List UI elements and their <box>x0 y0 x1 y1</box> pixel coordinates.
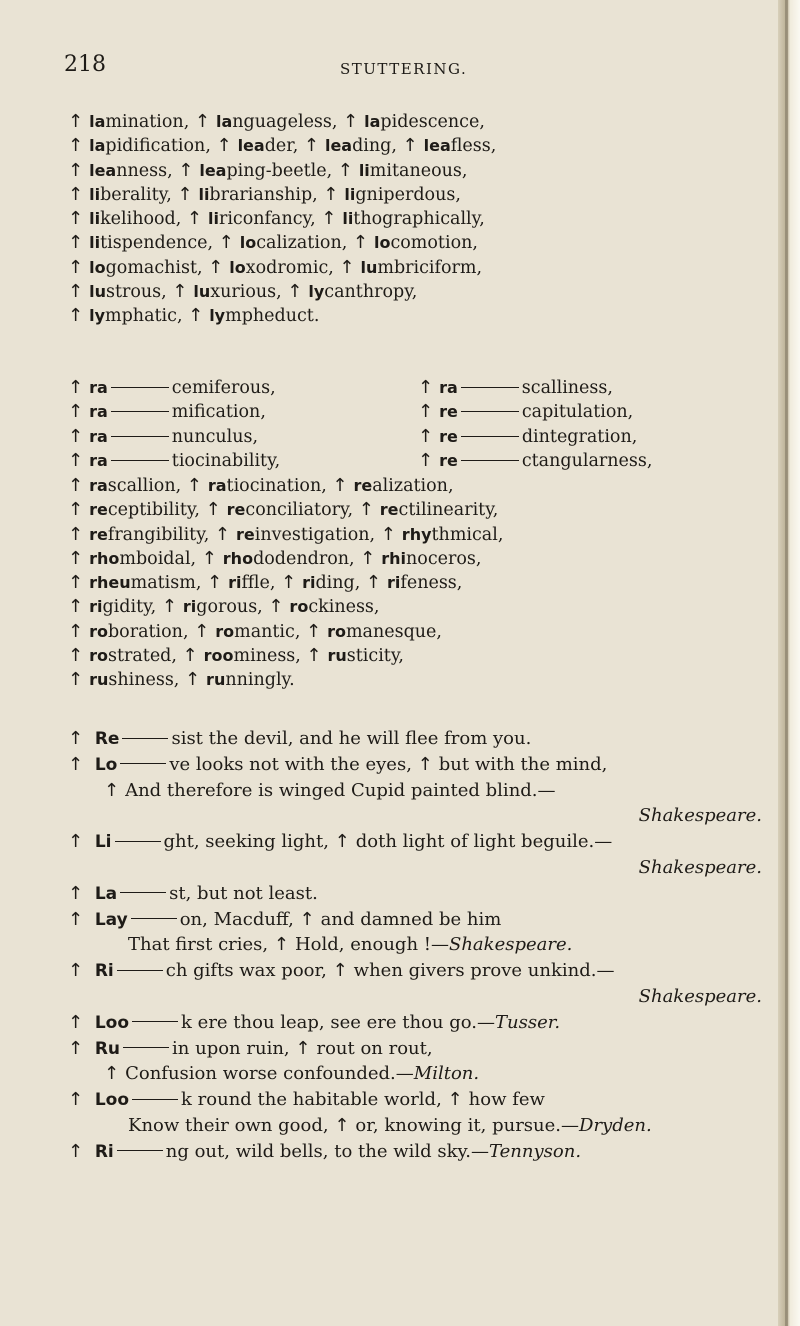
word-pair-entry: ↑ re capitulation, <box>418 401 634 423</box>
quote-text: sist the devil, and he will flee from you. <box>171 728 532 749</box>
word-list-r <box>68 474 768 693</box>
arrow-up-icon: ↑ <box>214 523 231 545</box>
word-entry: riding, <box>302 573 361 594</box>
quote-line <box>68 958 768 984</box>
word-line <box>68 183 768 207</box>
arrow-up-icon: ↑ <box>273 934 289 956</box>
arrow-up-icon: ↑ <box>295 1037 311 1059</box>
word-entry: reinvestigation, <box>236 524 376 545</box>
word-entry: rhinoceros, <box>381 548 482 569</box>
word-pair-line <box>68 400 768 424</box>
word-line <box>68 523 768 547</box>
word-line <box>68 474 768 498</box>
arrow-up-icon: ↑ <box>68 281 84 303</box>
word-pair-entry: ↑ re ctangularness, <box>418 449 653 471</box>
arrow-up-icon: ↑ <box>68 960 84 982</box>
arrow-up-icon: ↑ <box>68 620 84 642</box>
arrow-up-icon: ↑ <box>68 1011 84 1033</box>
quote-text: and damned be him <box>320 908 502 930</box>
quote-attribution: Tennyson. <box>489 1140 582 1162</box>
word-entry: leader, <box>237 136 299 157</box>
word-entry: rusticity, <box>327 646 404 667</box>
arrow-up-icon: ↑ <box>68 305 84 327</box>
arrow-up-icon: ↑ <box>380 523 396 545</box>
quote-head: Ri <box>94 1141 114 1162</box>
arrow-up-icon: ↑ <box>68 547 84 569</box>
arrow-up-icon: ↑ <box>321 208 337 230</box>
word-entry: leading, <box>324 136 397 157</box>
word-entry: lapidification, <box>89 136 211 157</box>
arrow-up-icon: ↑ <box>104 779 120 801</box>
arrow-up-icon: ↑ <box>68 728 84 749</box>
arrow-up-icon: ↑ <box>172 281 188 303</box>
word-entry: roominess, <box>203 646 301 667</box>
arrow-up-icon: ↑ <box>194 111 210 132</box>
word-entry: liriconfancy, <box>208 209 316 230</box>
arrow-up-icon: ↑ <box>68 596 84 618</box>
arrow-up-icon: ↑ <box>194 620 210 642</box>
word-entry: lymphatic, <box>89 306 183 327</box>
quote-head: Lo <box>94 754 118 775</box>
arrow-up-icon: ↑ <box>358 499 374 521</box>
quote-text: Know their own good, <box>128 1114 329 1136</box>
word-pair-entry: ↑ ra tiocinability, <box>68 449 281 471</box>
word-entry: runningly. <box>206 670 295 691</box>
word-list-l <box>68 110 768 329</box>
word-line <box>68 110 768 134</box>
word-pairs-r <box>68 376 768 473</box>
word-line <box>68 498 768 522</box>
arrow-up-icon: ↑ <box>68 1140 84 1162</box>
word-line <box>68 280 768 304</box>
quote-head: Loo <box>94 1012 130 1033</box>
arrow-up-icon: ↑ <box>68 831 84 853</box>
word-line <box>68 134 768 158</box>
arrow-up-icon: ↑ <box>360 547 376 569</box>
arrow-up-icon: ↑ <box>68 499 84 521</box>
word-entry: rigidity, <box>89 597 157 618</box>
arrow-up-icon: ↑ <box>299 908 315 930</box>
arrow-up-icon: ↑ <box>68 572 84 594</box>
word-entry: rifeness, <box>386 573 463 594</box>
arrow-up-icon: ↑ <box>281 572 297 594</box>
arrow-up-icon: ↑ <box>418 449 434 471</box>
quote-attribution: Shakespeare. <box>449 934 573 956</box>
arrow-up-icon: ↑ <box>177 183 193 205</box>
word-line <box>68 304 768 328</box>
word-entry: rostrated, <box>89 646 177 667</box>
arrow-up-icon: ↑ <box>188 305 204 327</box>
running-head: STUTTERING. <box>340 60 468 78</box>
arrow-up-icon: ↑ <box>68 475 84 496</box>
arrow-up-icon: ↑ <box>68 1089 84 1111</box>
arrow-up-icon: ↑ <box>104 1063 120 1085</box>
page-edge <box>778 0 800 1326</box>
arrow-up-icon: ↑ <box>68 111 84 132</box>
quote-text: k round the habitable world, <box>181 1089 442 1111</box>
quote-text: ng out, wild bells, to the wild sky.— <box>165 1140 490 1162</box>
word-entry: realization, <box>353 476 454 496</box>
word-line <box>68 668 768 692</box>
word-line <box>68 571 768 595</box>
arrow-up-icon: ↑ <box>161 596 177 618</box>
word-entry: luxurious, <box>193 282 282 303</box>
word-entry: rectilinearity, <box>379 500 499 521</box>
quote-text: or, knowing it, pursue.— <box>355 1114 580 1136</box>
word-line <box>68 547 768 571</box>
arrow-up-icon: ↑ <box>332 475 348 496</box>
arrow-up-icon: ↑ <box>68 449 84 471</box>
word-entry: locomotion, <box>373 233 478 254</box>
arrow-up-icon: ↑ <box>68 377 84 398</box>
quote-text: when givers prove unkind.— <box>353 960 615 982</box>
arrow-up-icon: ↑ <box>447 1089 463 1111</box>
arrow-up-icon: ↑ <box>205 499 221 521</box>
arrow-up-icon: ↑ <box>305 620 322 642</box>
word-entry: reconciliatory, <box>226 500 354 521</box>
word-entry: limitaneous, <box>358 160 468 181</box>
word-entry: loxodromic, <box>229 257 334 278</box>
word-pair-entry: ↑ ra scalliness, <box>418 377 613 398</box>
word-entry: roboration, <box>89 621 189 642</box>
quote-text: in upon ruin, <box>172 1037 290 1059</box>
quote-line <box>68 1061 768 1087</box>
arrow-up-icon: ↑ <box>332 960 348 982</box>
word-entry: rheumatism, <box>89 573 202 594</box>
quote-attribution: Shakespeare. <box>638 805 762 827</box>
word-entry: logomachist, <box>89 257 203 278</box>
word-entry: lycanthropy, <box>308 282 418 303</box>
quote-text: And therefore is winged Cupid painted blind.— <box>125 779 556 801</box>
quote-head: Ri <box>94 961 114 982</box>
word-entry: rhododendron, <box>222 548 355 569</box>
arrow-up-icon: ↑ <box>343 111 359 132</box>
arrow-up-icon: ↑ <box>287 281 303 303</box>
arrow-up-icon: ↑ <box>218 232 234 254</box>
arrow-up-icon: ↑ <box>323 183 339 205</box>
arrow-up-icon: ↑ <box>186 208 202 230</box>
arrow-up-icon: ↑ <box>68 159 84 181</box>
word-entry: leaping-beetle, <box>199 160 333 181</box>
word-entry: languageless, <box>215 112 338 132</box>
word-pair-entry: ↑ ra cemiferous, <box>68 377 276 398</box>
arrow-up-icon: ↑ <box>339 256 355 278</box>
word-pair-line <box>68 425 768 449</box>
quote-line <box>68 932 768 958</box>
arrow-up-icon: ↑ <box>418 425 434 447</box>
arrow-up-icon: ↑ <box>365 572 381 594</box>
quote-line <box>68 1087 768 1113</box>
arrow-up-icon: ↑ <box>306 645 322 667</box>
quote-line <box>68 1010 768 1036</box>
word-entry: lamination, <box>89 112 190 132</box>
quote-line <box>68 907 768 933</box>
word-entry: ratiocination, <box>207 476 327 496</box>
word-pair-line <box>68 376 768 400</box>
quote-line <box>68 1139 768 1165</box>
word-entry: riffle, <box>228 573 276 594</box>
word-line <box>68 595 768 619</box>
word-entry: lumbriciform, <box>360 257 483 278</box>
arrow-up-icon: ↑ <box>418 401 434 423</box>
word-entry: rigorous, <box>182 597 263 618</box>
word-line <box>68 159 768 183</box>
word-entry: lithographically, <box>342 209 485 230</box>
arrow-up-icon: ↑ <box>68 208 84 230</box>
quote-attribution: Tusser. <box>495 1011 561 1033</box>
word-line <box>68 207 768 231</box>
quote-attribution: Shakespeare. <box>638 985 762 1007</box>
arrow-up-icon: ↑ <box>68 183 84 205</box>
arrow-up-icon: ↑ <box>68 256 84 278</box>
arrow-up-icon: ↑ <box>337 159 353 181</box>
word-pair-entry: ↑ re dintegration, <box>418 425 638 447</box>
quote-text: st, but not least. <box>169 882 318 904</box>
word-pair-entry: ↑ ra nunculus, <box>68 425 259 447</box>
arrow-up-icon: ↑ <box>186 475 202 496</box>
word-entry: leafless, <box>423 136 497 157</box>
word-entry: librarianship, <box>198 184 318 205</box>
arrow-up-icon: ↑ <box>68 523 84 545</box>
word-entry: lapidescence, <box>364 112 485 132</box>
quote-head: Re <box>94 729 120 749</box>
word-entry: romantic, <box>215 621 301 642</box>
arrow-up-icon: ↑ <box>178 159 194 181</box>
quote-attribution: Dryden. <box>579 1114 652 1136</box>
word-pair-line <box>68 449 768 473</box>
page-header <box>0 52 800 82</box>
quote-text: ve looks not with the eyes, <box>169 753 412 775</box>
quotations <box>68 726 768 1165</box>
arrow-up-icon: ↑ <box>68 908 84 930</box>
quote-head: Li <box>94 832 112 853</box>
quote-text: That first cries, <box>128 934 269 956</box>
arrow-up-icon: ↑ <box>182 645 198 667</box>
quote-head: Ru <box>94 1038 121 1059</box>
quote-line <box>68 829 768 855</box>
word-entry: liberality, <box>89 184 172 205</box>
word-pair-entry: ↑ ra mification, <box>68 401 266 423</box>
arrow-up-icon: ↑ <box>68 753 84 775</box>
quote-text: but with the mind, <box>438 753 608 775</box>
arrow-up-icon: ↑ <box>184 669 201 691</box>
arrow-up-icon: ↑ <box>68 669 84 691</box>
quote-head: Lay <box>94 909 128 930</box>
quote-text: rout on rout, <box>316 1037 433 1059</box>
arrow-up-icon: ↑ <box>68 401 84 423</box>
quote-line <box>68 1113 768 1139</box>
quote-text: ght, seeking light, <box>163 831 329 853</box>
arrow-up-icon: ↑ <box>352 232 368 254</box>
arrow-up-icon: ↑ <box>68 135 84 157</box>
quote-attribution: Milton. <box>413 1063 480 1085</box>
arrow-up-icon: ↑ <box>207 572 223 594</box>
page-number: 218 <box>64 52 106 77</box>
word-line <box>68 644 768 668</box>
word-entry: rhythmical, <box>401 524 504 545</box>
quote-line <box>68 881 768 907</box>
quote-line <box>68 726 768 752</box>
arrow-up-icon: ↑ <box>402 135 418 157</box>
word-entry: receptibility, <box>89 500 200 521</box>
word-entry: refrangibility, <box>89 524 210 545</box>
word-entry: rockiness, <box>289 597 380 618</box>
word-entry: lympheduct. <box>209 306 320 327</box>
word-entry: romanesque, <box>327 621 442 642</box>
arrow-up-icon: ↑ <box>68 645 84 667</box>
word-entry: localization, <box>239 233 348 254</box>
arrow-up-icon: ↑ <box>303 135 319 157</box>
arrow-up-icon: ↑ <box>208 256 224 278</box>
word-line <box>68 620 768 644</box>
arrow-up-icon: ↑ <box>68 232 84 254</box>
word-entry: litispendence, <box>89 233 214 254</box>
page-edge-line <box>785 0 788 1326</box>
quote-text: Confusion worse confounded.— <box>125 1063 414 1085</box>
word-entry: lustrous, <box>89 282 167 303</box>
quote-text: how few <box>468 1089 545 1111</box>
quote-text: ch gifts wax poor, <box>165 960 327 982</box>
arrow-up-icon: ↑ <box>216 135 232 157</box>
word-entry: rascallion, <box>89 476 182 496</box>
quote-text: k ere thou leap, see ere thou go.— <box>181 1011 496 1033</box>
quote-line <box>68 752 768 778</box>
quote-head: La <box>94 883 118 904</box>
word-line <box>68 256 768 280</box>
quote-line <box>68 1036 768 1062</box>
arrow-up-icon: ↑ <box>268 596 284 618</box>
quote-attribution: Shakespeare. <box>638 856 762 878</box>
arrow-up-icon: ↑ <box>68 1037 84 1059</box>
word-entry: rhomboidal, <box>89 548 197 569</box>
arrow-up-icon: ↑ <box>334 831 350 853</box>
arrow-up-icon: ↑ <box>417 753 433 775</box>
word-entry: ligniperdous, <box>344 184 461 205</box>
quote-head: Loo <box>94 1090 130 1111</box>
quote-text: doth light of light beguile.— <box>355 831 613 853</box>
arrow-up-icon: ↑ <box>201 547 217 569</box>
arrow-up-icon: ↑ <box>418 377 434 398</box>
quote-text: on, Macduff, <box>179 908 294 930</box>
word-line <box>68 231 768 255</box>
quote-text: Hold, enough !— <box>294 934 449 956</box>
word-entry: likelihood, <box>89 209 182 230</box>
arrow-up-icon: ↑ <box>334 1114 350 1136</box>
word-entry: rushiness, <box>89 670 180 691</box>
arrow-up-icon: ↑ <box>68 425 84 447</box>
arrow-up-icon: ↑ <box>68 882 84 904</box>
word-entry: leanness, <box>89 160 173 181</box>
quote-line <box>68 778 768 804</box>
